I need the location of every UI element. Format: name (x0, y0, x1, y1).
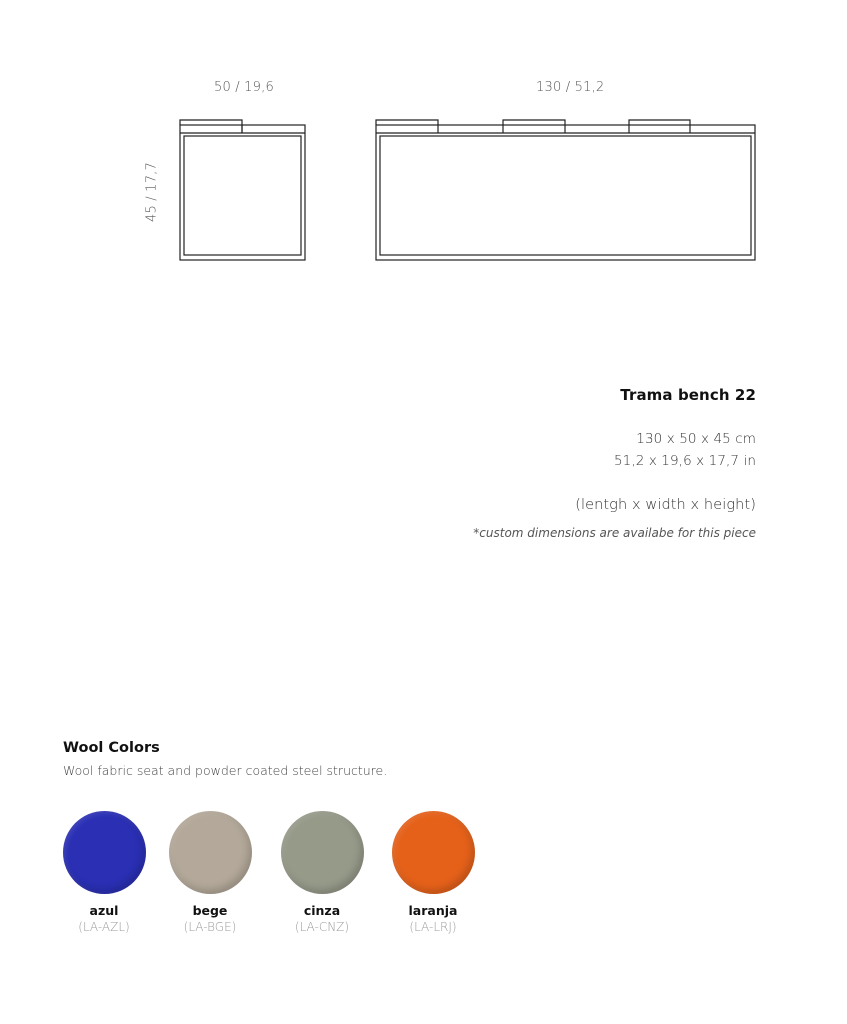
swatch-azul (56, 811, 152, 935)
side-width-label: 50 / 19,6 (214, 80, 274, 95)
product-spec-block (356, 386, 756, 540)
bench-technical-drawing (0, 0, 847, 300)
swatch-code: (LA-BGE) (183, 920, 237, 934)
swatch-cinza (274, 811, 370, 935)
dimension-order-note: (lentgh x width x height) (575, 497, 756, 513)
swatch-bege (162, 811, 258, 935)
swatch-circle (392, 811, 475, 894)
dimensions-in: 51,2 x 19,6 x 17,7 in (613, 453, 756, 469)
swatch-laranja (385, 811, 481, 935)
product-title: Trama bench 22 (620, 386, 756, 404)
height-label: 45 / 17,7 (144, 162, 160, 222)
swatch-name: laranja (408, 903, 458, 918)
swatch-circle (63, 811, 146, 894)
swatch-circle (281, 811, 364, 894)
swatch-code: (LA-LRJ) (409, 920, 457, 934)
swatch-code: (LA-AZL) (78, 920, 130, 934)
front-width-label: 130 / 51,2 (536, 80, 605, 95)
dimensions-cm: 130 x 50 x 45 cm (636, 431, 756, 447)
swatch-name: bege (192, 903, 228, 918)
wool-colors-subtitle: Wool fabric seat and powder coated steel structure. (63, 763, 388, 778)
side-view-drawing (180, 120, 305, 260)
swatch-name: cinza (303, 903, 341, 918)
swatch-circle (169, 811, 252, 894)
swatch-code: (LA-CNZ) (294, 920, 350, 934)
wool-colors-title: Wool Colors (63, 740, 160, 756)
custom-dimensions-note: *custom dimensions are availabe for this piece (473, 526, 756, 540)
front-view-drawing (376, 120, 755, 260)
swatch-name: azul (89, 903, 119, 918)
